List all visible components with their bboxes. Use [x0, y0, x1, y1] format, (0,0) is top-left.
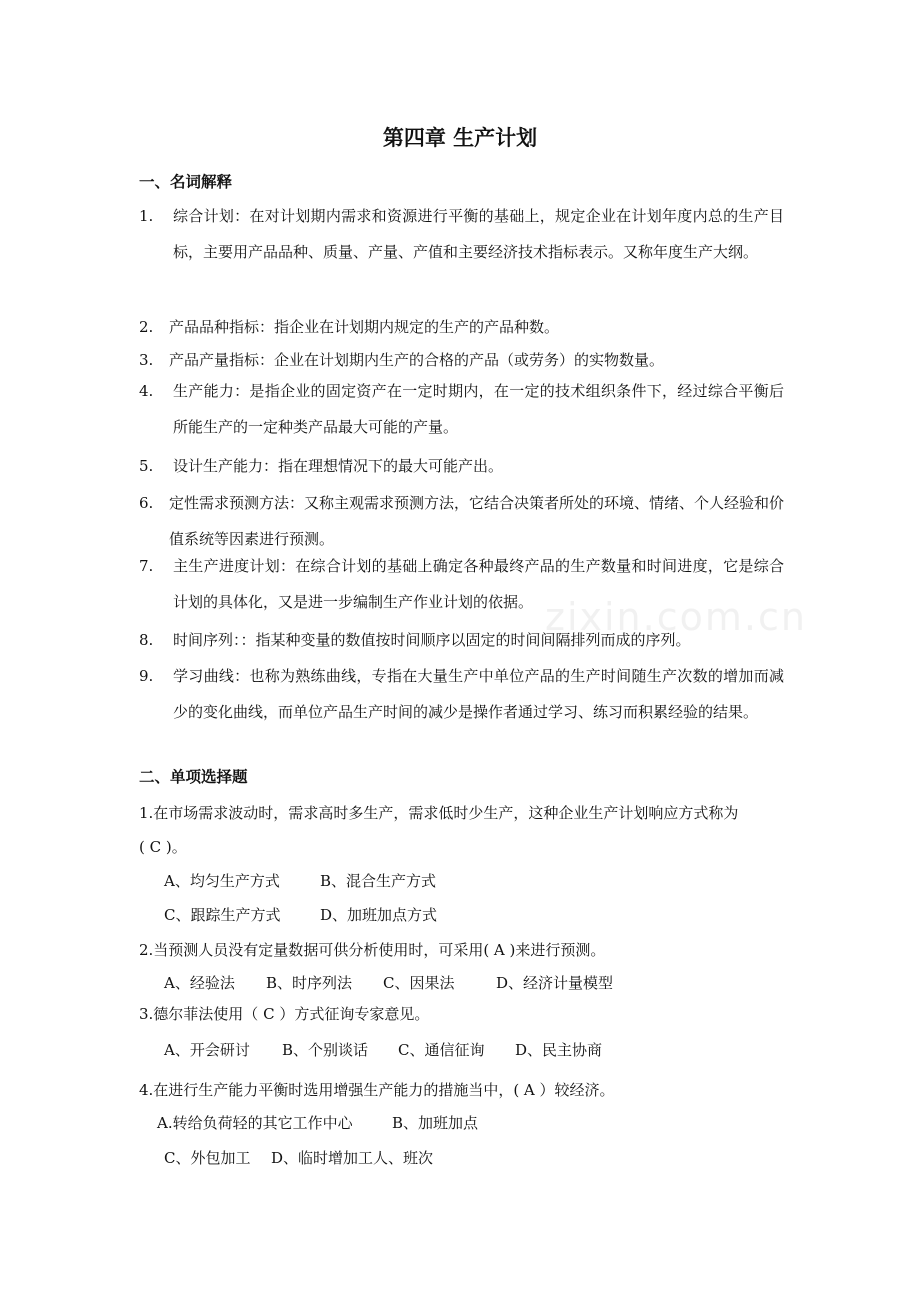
definition-number: 8.	[139, 631, 154, 649]
option-c: C、跟踪生产方式	[164, 906, 281, 924]
option-a: A、经验法	[164, 974, 235, 992]
option-d: D、加班加点方式	[320, 906, 438, 924]
definition-text: 产品品种指标：指企业在计划期内规定的生产的产品种数。	[169, 318, 560, 336]
chapter-title: 第四章 生产计划	[382, 126, 538, 150]
definition-text: 设计生产能力：指在理想情况下的最大可能产出。	[173, 457, 504, 475]
definition-number: 9.	[139, 667, 154, 685]
question-1-stem: 1.在市场需求波动时，需求高时多生产，需求低时少生产，这种企业生产计划响应方式称为	[139, 804, 739, 822]
definition-number: 2.	[139, 318, 154, 336]
definition-item-9	[139, 658, 784, 766]
option-b: B、个别谈话	[282, 1041, 369, 1059]
option-a: A.转给负荷轻的其它工作中心	[157, 1114, 353, 1132]
definition-number: 4.	[139, 382, 154, 400]
question-4-stem: 4.在进行生产能力平衡时选用增强生产能力的措施当中，( A ）较经济。	[139, 1081, 615, 1099]
section-heading-definitions: 一、名词解释	[139, 173, 233, 191]
question-3-stem: 3.德尔菲法使用（ C ）方式征询专家意见。	[139, 1005, 430, 1023]
definition-number: 3.	[139, 351, 154, 369]
watermark: zixin.com.cn	[545, 595, 807, 639]
definition-text: 主生产进度计划：在综合计划的基础上确定各种最终产品的生产数量和时间进度，它是综合计划的具体化，又是进一步编制生产作业计划的依据。	[173, 557, 784, 611]
question-1-answer: ( C )。	[139, 838, 187, 856]
definition-number: 1.	[139, 207, 154, 225]
question-1-options-row1	[164, 871, 436, 891]
definition-text: 生产能力：是指企业的固定资产在一定时期内，在一定的技术组织条件下，经过综合平衡后所能生产的一定种类产品最大可能的产量。	[173, 382, 784, 436]
option-d: D、临时增加工人、班次	[271, 1149, 434, 1167]
question-2-options	[164, 973, 613, 993]
definition-number: 5.	[139, 457, 154, 475]
question-2-stem: 2.当预测人员没有定量数据可供分析使用时，可采用( A )来进行预测。	[139, 941, 606, 959]
option-b: B、加班加点	[392, 1114, 479, 1132]
question-3-options	[164, 1040, 602, 1060]
question-4-options-row1	[157, 1113, 478, 1133]
option-c: C、因果法	[383, 974, 455, 992]
definition-text: 定性需求预测方法：又称主观需求预测方法，它结合决策者所处的环境、情绪、个人经验和价值系统等因素进行预测。	[169, 494, 785, 548]
definition-text: 时间序列：：指某种变量的数值按时间顺序以固定的时间间隔排列而成的序列。	[173, 631, 691, 649]
section-heading-choice: 二、单项选择题	[139, 768, 248, 786]
option-a: A、均匀生产方式	[164, 872, 280, 890]
definition-number: 7.	[139, 557, 154, 575]
definition-text: 综合计划：在对计划期内需求和资源进行平衡的基础上，规定企业在计划年度内总的生产目标，主要用产品品种、质量、产量、产值和主要经济技术指标表示。又称年度生产大纲。	[173, 207, 784, 261]
option-d: D、经济计量模型	[496, 974, 614, 992]
definition-number: 6.	[139, 494, 154, 512]
option-a: A、开会研讨	[164, 1041, 250, 1059]
question-1-options-row2	[164, 905, 437, 925]
definition-item-1	[139, 198, 784, 306]
definition-text: 学习曲线：也称为熟练曲线，专指在大量生产中单位产品的生产时间随生产次数的增加而减少的变化曲线，而单位产品生产时间的减少是操作者通过学习、练习而积累经验的结果。	[173, 667, 784, 721]
option-c: C、通信征询	[398, 1041, 485, 1059]
option-c: C、外包加工	[164, 1149, 251, 1167]
question-4-options-row2	[164, 1148, 433, 1168]
definition-text: 产品产量指标：企业在计划期内生产的合格的产品（或劳务）的实物数量。	[169, 351, 665, 369]
option-b: B、时序列法	[266, 974, 353, 992]
option-d: D、民主协商	[515, 1041, 603, 1059]
option-b: B、混合生产方式	[320, 872, 437, 890]
